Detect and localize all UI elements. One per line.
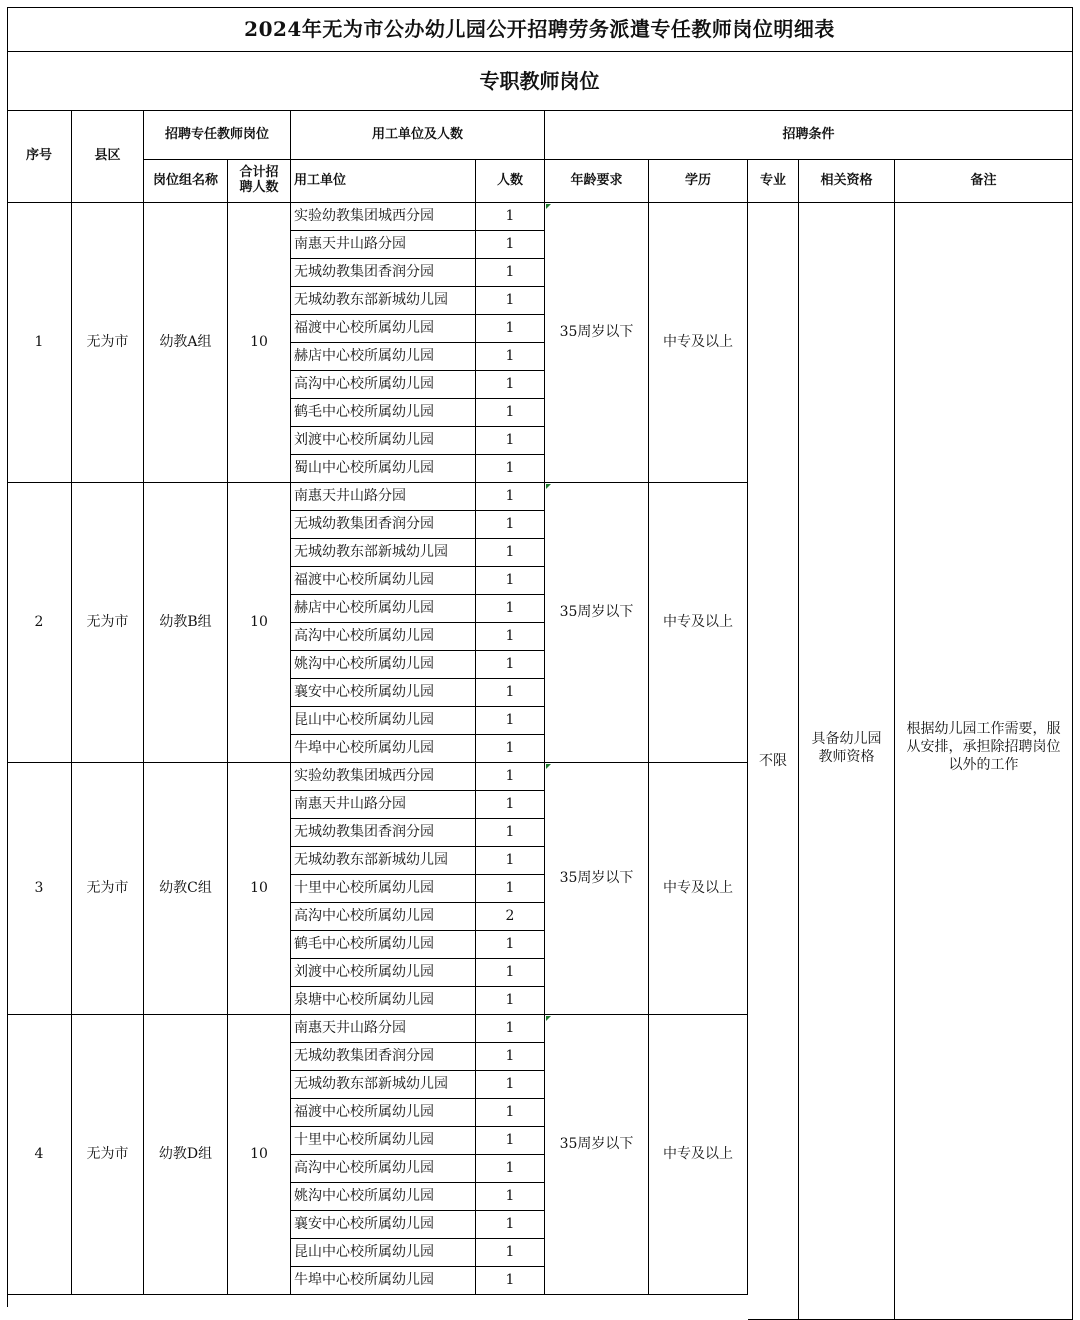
unit-name: 高沟中心校所属幼儿园 (291, 371, 476, 399)
unit-name: 赫店中心校所属幼儿园 (291, 595, 476, 623)
header-qualification: 相关资格 (799, 160, 895, 203)
group-total: 10 (228, 203, 291, 483)
unit-count: 1 (476, 1043, 545, 1071)
header-remark: 备注 (895, 160, 1073, 203)
header-count: 人数 (476, 160, 545, 203)
unit-count: 1 (476, 819, 545, 847)
header-total: 合计招聘人数 (228, 160, 291, 203)
unit-name: 福渡中心校所属幼儿园 (291, 567, 476, 595)
unit-count: 1 (476, 455, 545, 483)
unit-count: 1 (476, 287, 545, 315)
unit-name: 鹤毛中心校所属幼儿园 (291, 399, 476, 427)
unit-name: 高沟中心校所属幼儿园 (291, 623, 476, 651)
unit-name: 十里中心校所属幼儿园 (291, 1127, 476, 1155)
unit-name: 南惠天井山路分园 (291, 231, 476, 259)
unit-count: 1 (476, 679, 545, 707)
unit-name: 无城幼教集团香润分园 (291, 819, 476, 847)
group-name: 幼教A组 (144, 203, 228, 483)
group-county: 无为市 (72, 483, 144, 763)
unit-count: 1 (476, 343, 545, 371)
group-education: 中专及以上 (649, 763, 748, 1015)
unit-count: 1 (476, 791, 545, 819)
unit-count: 1 (476, 623, 545, 651)
cell-marker-icon (546, 484, 551, 489)
unit-name: 无城幼教集团香润分园 (291, 1043, 476, 1071)
cell-marker-icon (546, 1016, 551, 1021)
unit-name: 刘渡中心校所属幼儿园 (291, 427, 476, 455)
group-education: 中专及以上 (649, 483, 748, 763)
unit-name: 昆山中心校所属幼儿园 (291, 707, 476, 735)
unit-count: 1 (476, 1155, 545, 1183)
unit-name: 实验幼教集团城西分园 (291, 203, 476, 231)
unit-name: 无城幼教东部新城幼儿园 (291, 287, 476, 315)
header-group-name: 岗位组名称 (144, 160, 228, 203)
unit-name: 实验幼教集团城西分园 (291, 763, 476, 791)
unit-count: 1 (476, 1183, 545, 1211)
unit-count: 1 (476, 651, 545, 679)
group-county: 无为市 (72, 1015, 144, 1295)
unit-count: 1 (476, 847, 545, 875)
group-total: 10 (228, 763, 291, 1015)
unit-count: 1 (476, 203, 545, 231)
unit-count: 1 (476, 735, 545, 763)
unit-count: 1 (476, 1127, 545, 1155)
unit-name: 姚沟中心校所属幼儿园 (291, 651, 476, 679)
unit-name: 无城幼教东部新城幼儿园 (291, 847, 476, 875)
unit-name: 高沟中心校所属幼儿园 (291, 903, 476, 931)
unit-name: 赫店中心校所属幼儿园 (291, 343, 476, 371)
header-major: 专业 (748, 160, 799, 203)
group-total: 10 (228, 1015, 291, 1295)
group-county: 无为市 (72, 763, 144, 1015)
unit-count: 1 (476, 763, 545, 791)
header-education: 学历 (649, 160, 748, 203)
unit-count: 1 (476, 1267, 545, 1295)
unit-name: 福渡中心校所属幼儿园 (291, 315, 476, 343)
group-name: 幼教B组 (144, 483, 228, 763)
shared-remark: 根据幼儿园工作需要，服从安排，承担除招聘岗位以外的工作 (895, 203, 1073, 1320)
unit-count: 1 (476, 259, 545, 287)
unit-count: 1 (476, 1015, 545, 1043)
document-title: 2024年无为市公办幼儿园公开招聘劳务派遣专任教师岗位明细表 (7, 7, 1073, 52)
cell-marker-icon (546, 204, 551, 209)
header-unit-group: 用工单位及人数 (291, 111, 545, 160)
group-age: 35周岁以下 (545, 203, 649, 483)
shared-major: 不限 (748, 203, 799, 1320)
group-seq: 1 (7, 203, 72, 483)
unit-name: 昆山中心校所属幼儿园 (291, 1239, 476, 1267)
unit-count: 1 (476, 315, 545, 343)
group-name: 幼教D组 (144, 1015, 228, 1295)
unit-name: 高沟中心校所属幼儿园 (291, 1155, 476, 1183)
unit-count: 1 (476, 1099, 545, 1127)
unit-name: 无城幼教东部新城幼儿园 (291, 539, 476, 567)
unit-name: 刘渡中心校所属幼儿园 (291, 959, 476, 987)
unit-count: 1 (476, 539, 545, 567)
unit-name: 南惠天井山路分园 (291, 1015, 476, 1043)
cell-marker-icon (546, 764, 551, 769)
group-age: 35周岁以下 (545, 483, 649, 763)
unit-count: 1 (476, 371, 545, 399)
unit-count: 1 (476, 1211, 545, 1239)
unit-name: 姚沟中心校所属幼儿园 (291, 1183, 476, 1211)
unit-count: 1 (476, 511, 545, 539)
unit-name: 牛埠中心校所属幼儿园 (291, 735, 476, 763)
unit-count: 1 (476, 707, 545, 735)
header-unit: 用工单位 (291, 160, 476, 203)
header-conditions: 招聘条件 (545, 111, 1073, 160)
unit-count: 1 (476, 567, 545, 595)
unit-name: 南惠天井山路分园 (291, 791, 476, 819)
unit-name: 襄安中心校所属幼儿园 (291, 1211, 476, 1239)
unit-name: 泉塘中心校所属幼儿园 (291, 987, 476, 1015)
header-post-group: 招聘专任教师岗位 (144, 111, 291, 160)
unit-name: 襄安中心校所属幼儿园 (291, 679, 476, 707)
unit-name: 牛埠中心校所属幼儿园 (291, 1267, 476, 1295)
header-age: 年龄要求 (545, 160, 649, 203)
group-education: 中专及以上 (649, 203, 748, 483)
unit-name: 南惠天井山路分园 (291, 483, 476, 511)
unit-count: 1 (476, 231, 545, 259)
shared-qualification: 具备幼儿园教师资格 (799, 203, 895, 1320)
unit-count: 1 (476, 987, 545, 1015)
group-total: 10 (228, 483, 291, 763)
unit-name: 无城幼教集团香润分园 (291, 259, 476, 287)
group-age: 35周岁以下 (545, 1015, 649, 1295)
header-county: 县区 (72, 111, 144, 203)
group-seq: 3 (7, 763, 72, 1015)
unit-name: 无城幼教东部新城幼儿园 (291, 1071, 476, 1099)
unit-count: 1 (476, 931, 545, 959)
header-seq: 序号 (7, 111, 72, 203)
unit-name: 蜀山中心校所属幼儿园 (291, 455, 476, 483)
section-title: 专职教师岗位 (7, 52, 1073, 111)
unit-count: 1 (476, 427, 545, 455)
unit-name: 鹤毛中心校所属幼儿园 (291, 931, 476, 959)
unit-count: 1 (476, 483, 545, 511)
unit-count: 1 (476, 875, 545, 903)
group-seq: 4 (7, 1015, 72, 1295)
unit-count: 2 (476, 903, 545, 931)
unit-name: 无城幼教集团香润分园 (291, 511, 476, 539)
group-education: 中专及以上 (649, 1015, 748, 1295)
unit-count: 1 (476, 1239, 545, 1267)
group-seq: 2 (7, 483, 72, 763)
unit-count: 1 (476, 399, 545, 427)
group-name: 幼教C组 (144, 763, 228, 1015)
group-county: 无为市 (72, 203, 144, 483)
group-age: 35周岁以下 (545, 763, 649, 1015)
unit-name: 十里中心校所属幼儿园 (291, 875, 476, 903)
unit-count: 1 (476, 959, 545, 987)
unit-count: 1 (476, 595, 545, 623)
unit-name: 福渡中心校所属幼儿园 (291, 1099, 476, 1127)
unit-count: 1 (476, 1071, 545, 1099)
